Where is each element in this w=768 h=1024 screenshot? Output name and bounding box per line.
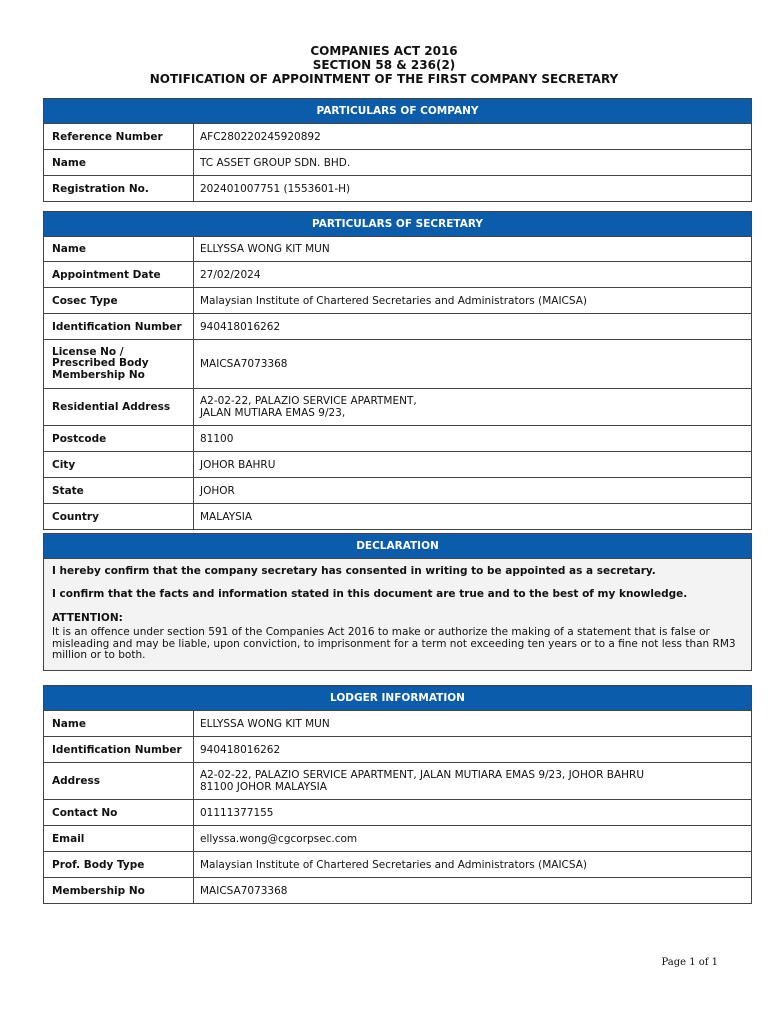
table-row (44, 149, 751, 175)
page-number: Page 1 of 1 (661, 957, 718, 968)
company-section (43, 98, 752, 202)
table-row (44, 388, 751, 425)
row-value: JOHOR (200, 484, 235, 497)
row-value: A2-02-22, PALAZIO SERVICE APARTMENT, JALAN MUTIARA EMAS 9/23, JOHOR BAHRU 81100 JOHOR MALAYSIA (200, 769, 644, 793)
table-row (44, 503, 751, 529)
row-value: MAICSA7073368 (200, 884, 288, 897)
row-value: 01111377155 (200, 806, 274, 819)
declaration-statement-1: I hereby confirm that the company secretary has consented in writing to be appointed as a secretary. (52, 565, 656, 577)
table-row (44, 124, 751, 149)
attention-label: ATTENTION: (52, 612, 123, 624)
row-value: MALAYSIA (200, 510, 253, 523)
row-label: Prof. Body Type (44, 852, 194, 877)
row-value: Malaysian Institute of Chartered Secretaries and Administrators (MAICSA) (200, 858, 588, 871)
row-value: 81100 (200, 432, 234, 445)
row-label: Appointment Date (44, 262, 194, 287)
lodger-section (43, 685, 752, 904)
row-label: Registration No. (44, 176, 194, 201)
row-value: TC ASSET GROUP SDN. BHD. (200, 156, 351, 169)
row-value: ellyssa.wong@cgcorpsec.com (200, 832, 358, 845)
row-value: 940418016262 (200, 743, 281, 756)
declaration-body (44, 559, 751, 670)
row-label: Identification Number (44, 314, 194, 339)
row-value: Malaysian Institute of Chartered Secretaries and Administrators (MAICSA) (200, 294, 588, 307)
row-label: City (44, 452, 194, 477)
row-value: ELLYSSA WONG KIT MUN (200, 717, 330, 730)
secretary-heading: PARTICULARS OF SECRETARY (44, 212, 751, 237)
table-row (44, 736, 751, 762)
row-value: ELLYSSA WONG KIT MUN (200, 243, 330, 255)
table-row (44, 851, 751, 877)
row-label: Name (44, 711, 194, 736)
row-label: Residential Address (44, 389, 194, 425)
table-row (44, 451, 751, 477)
row-value: 940418016262 (200, 320, 281, 333)
attention-text: It is an offence under section 591 of the Companies Act 2016 to make or authorize the making of a statement that is false or misleading and may be liable, upon conviction, to imprisonment for a term not exceeding ten years or to a fine not less than RM3 million or to both. (52, 626, 736, 661)
document-title (0, 44, 768, 86)
title-line-2: SECTION 58 & 236(2) (312, 58, 456, 72)
row-label: State (44, 478, 194, 503)
secretary-section (43, 211, 752, 530)
table-row (44, 877, 751, 903)
row-value: MAICSA7073368 (200, 358, 288, 370)
declaration-heading: DECLARATION (44, 534, 751, 559)
table-row (44, 425, 751, 451)
table-row (44, 313, 751, 339)
title-line-3: NOTIFICATION OF APPOINTMENT OF THE FIRST COMPANY SECRETARY (149, 72, 619, 86)
row-label: Contact No (44, 800, 194, 825)
company-heading: PARTICULARS OF COMPANY (44, 99, 751, 124)
row-label: Postcode (44, 426, 194, 451)
row-label: Email (44, 826, 194, 851)
table-row (44, 261, 751, 287)
row-value: A2-02-22, PALAZIO SERVICE APARTMENT, JALAN MUTIARA EMAS 9/23, (200, 395, 417, 419)
row-value: AFC280220245920892 (200, 130, 321, 143)
title-line-1: COMPANIES ACT 2016 (310, 44, 458, 58)
table-row (44, 477, 751, 503)
declaration-statement-2: I confirm that the facts and information stated in this document are true and to the best of my knowledge. (52, 588, 688, 600)
row-label: Cosec Type (44, 288, 194, 313)
row-label: Name (44, 150, 194, 175)
declaration-section (43, 533, 752, 671)
row-value: 27/02/2024 (200, 268, 261, 281)
row-label: Identification Number (44, 737, 194, 762)
row-label: Address (44, 763, 194, 799)
table-row (44, 175, 751, 201)
row-value: 202401007751 (1553601-H) (200, 182, 351, 195)
row-label: License No / Prescribed Body Membership No (44, 340, 194, 388)
table-row (44, 339, 751, 388)
row-value: JOHOR BAHRU (200, 458, 276, 471)
row-label: Reference Number (44, 124, 194, 149)
table-row (44, 287, 751, 313)
table-row (44, 762, 751, 799)
table-row (44, 711, 751, 736)
row-label: Membership No (44, 878, 194, 903)
row-label: Name (44, 237, 194, 261)
table-row (44, 799, 751, 825)
table-row (44, 237, 751, 261)
row-label: Country (44, 504, 194, 529)
lodger-heading: LODGER INFORMATION (44, 686, 751, 711)
table-row (44, 825, 751, 851)
